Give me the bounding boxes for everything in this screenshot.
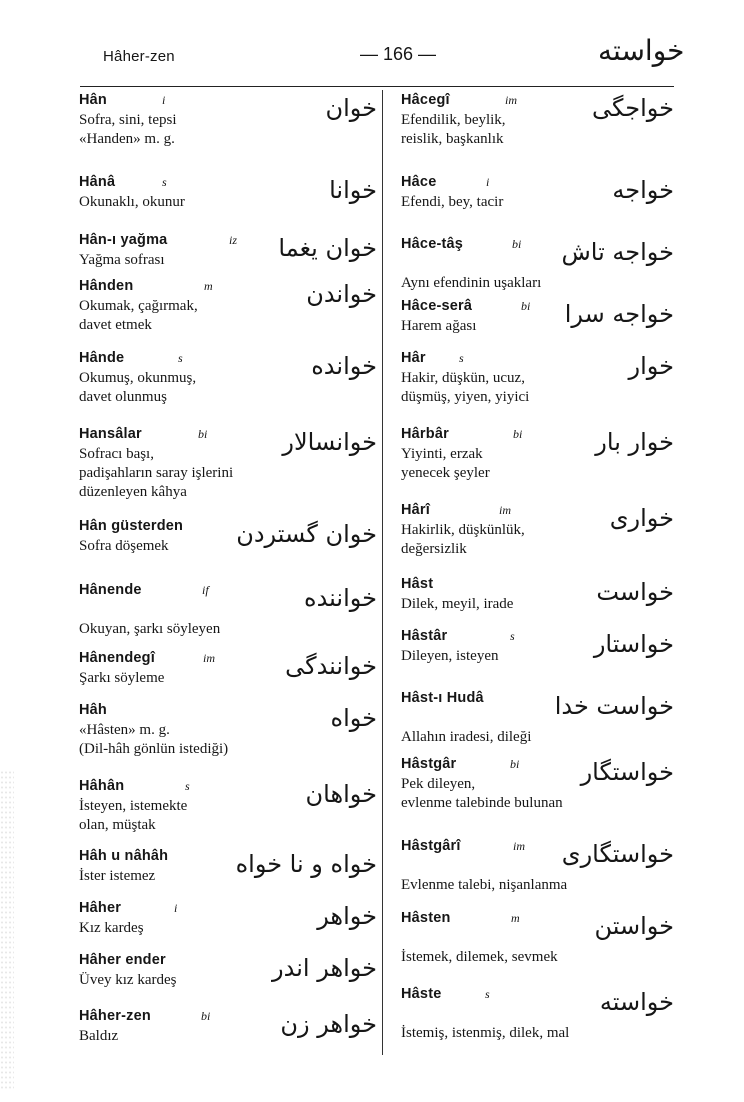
- entry-arabic-script: خوانا: [329, 176, 377, 204]
- entry-definition-line: «Handen» m. g.: [79, 131, 175, 147]
- entry-definition-line: Yağma sofrası: [79, 252, 165, 268]
- entry-definition-line: Okumuş, okunmuş,: [79, 370, 197, 386]
- entry-headword: Hâh u nâhâh: [79, 848, 169, 864]
- entry-part-of-speech: s: [178, 351, 183, 365]
- entry-definition-line: «Hâsten» m. g.: [79, 722, 170, 738]
- entry-definition-line: Üvey kız kardeş: [79, 972, 177, 988]
- entry-arabic-script: خواه: [330, 704, 377, 732]
- entry-part-of-speech: bi: [513, 427, 523, 441]
- entry-definition-line: İster istemez: [79, 868, 156, 884]
- entry-part-of-speech: im: [513, 839, 525, 853]
- entry-arabic-script: خواننده: [304, 584, 377, 612]
- column-divider: [382, 90, 383, 1055]
- entry-part-of-speech: s: [485, 987, 490, 1001]
- entry-definition-line: Sofra, sini, tepsi: [79, 112, 177, 128]
- entry-part-of-speech: i: [162, 93, 166, 107]
- entry-arabic-script: خوانسالار: [282, 428, 377, 456]
- entry-part-of-speech: s: [459, 351, 464, 365]
- entry-definition-line: Kız kardeş: [79, 920, 144, 936]
- entry-part-of-speech: s: [510, 629, 515, 643]
- entry-part-of-speech: i: [486, 175, 490, 189]
- entry-part-of-speech: if: [202, 583, 209, 597]
- entry-arabic-script: خواهان: [305, 780, 377, 808]
- entry-definition-line: Dilek, meyil, irade: [401, 596, 514, 612]
- entry-headword: Hansâlar: [79, 426, 142, 442]
- entry-headword: Hânden: [79, 278, 134, 294]
- entry-headword: Hârî: [401, 502, 431, 518]
- entry-headword: Hâher-zen: [79, 1008, 151, 1024]
- entry-part-of-speech: s: [162, 175, 167, 189]
- entry-arabic-script: خوارى: [609, 504, 674, 532]
- entry-part-of-speech: iz: [229, 233, 238, 247]
- entry-arabic-script: خواستگارى: [561, 840, 674, 868]
- entry-part-of-speech: s: [185, 779, 190, 793]
- entry-definition-line: Aynı efendinin uşakları: [401, 275, 542, 291]
- page-header: [0, 0, 744, 90]
- entry-part-of-speech: m: [204, 279, 213, 293]
- entry-arabic-script: خواستگار: [580, 758, 674, 786]
- entry-part-of-speech: im: [499, 503, 511, 517]
- entry-definition-line: Efendi, bey, tacir: [401, 194, 504, 210]
- entry-headword: Hân: [79, 92, 107, 108]
- entry-part-of-speech: bi: [521, 299, 531, 313]
- entry-definition-line: Hakir, düşkün, ucuz,: [401, 370, 525, 386]
- entry-arabic-script: خواندن: [306, 280, 377, 308]
- page-number: — 166 —: [360, 44, 437, 64]
- entry-definition-line: Dileyen, isteyen: [401, 648, 499, 664]
- entry-arabic-script: خواستن: [594, 912, 674, 940]
- entry-arabic-script: خواجه: [612, 176, 674, 204]
- entry-headword: Hânde: [79, 350, 125, 366]
- entry-arabic-script: خوانندگی: [285, 652, 377, 680]
- entry-part-of-speech: im: [505, 93, 517, 107]
- entry-definition-line: reislik, başkanlık: [401, 131, 504, 147]
- entry-headword: Hâst: [401, 576, 434, 592]
- entry-headword: Hâce: [401, 174, 437, 190]
- entry-arabic-script: خواجه تاش: [561, 238, 674, 266]
- entry-arabic-script: خوار بار: [595, 428, 674, 456]
- entry-definition-line: Okunaklı, okunur: [79, 194, 185, 210]
- entry-definition-line: Sofracı başı,: [79, 446, 154, 462]
- running-head-left: Hâher-zen: [103, 48, 175, 65]
- entry-definition-line: Allahın iradesi, dileği: [401, 729, 532, 745]
- entry-arabic-script: خواه و نا خواه: [235, 850, 377, 878]
- entry-headword: Hânâ: [79, 174, 116, 190]
- entry-arabic-script: خوانده: [311, 352, 377, 380]
- entry-headword: Hâste: [401, 986, 442, 1002]
- entry-definition-line: (Dil-hâh gönlün istediği): [79, 741, 229, 757]
- entry-definition-line: Sofra döşemek: [79, 538, 169, 554]
- entry-definition-line: Şarkı söyleme: [79, 670, 165, 686]
- entry-part-of-speech: bi: [512, 237, 522, 251]
- entry-definition-line: Pek dileyen,: [401, 776, 476, 792]
- entry-definition-line: Okuyan, şarkı söyleyen: [79, 621, 221, 637]
- entry-headword: Hâhân: [79, 778, 125, 794]
- entry-headword: Hâce-serâ: [401, 298, 473, 314]
- scan-speckle: [0, 770, 14, 1090]
- entry-definition-line: İsteyen, istemekte: [79, 798, 188, 814]
- entry-arabic-script: خواستار: [593, 630, 674, 658]
- entry-headword: Hâstâr: [401, 628, 448, 644]
- entry-arabic-script: خواهر: [317, 902, 377, 930]
- entry-headword: Hân-ı yağma: [79, 232, 168, 248]
- entry-part-of-speech: bi: [201, 1009, 211, 1023]
- entry-headword: Hâstgârî: [401, 838, 461, 854]
- entry-definition-line: düşmüş, yiyen, yiyici: [401, 389, 530, 405]
- entry-arabic-script: خوان: [325, 94, 377, 122]
- entry-arabic-script: خوان يغما: [278, 234, 377, 262]
- entry-definition-line: Okumak, çağırmak,: [79, 298, 198, 314]
- entry-part-of-speech: im: [203, 651, 215, 665]
- entry-definition-line: Efendilik, beylik,: [401, 112, 506, 128]
- entry-arabic-script: خوان گستردن: [236, 520, 377, 548]
- header-rule: [80, 86, 674, 87]
- entry-arabic-script: خواسته: [599, 988, 674, 1016]
- entry-definition-line: İstemiş, istenmiş, dilek, mal: [401, 1025, 570, 1041]
- entry-headword: Hârbâr: [401, 426, 449, 442]
- entry-arabic-script: خواست: [596, 578, 674, 606]
- entry-part-of-speech: i: [174, 901, 178, 915]
- entry-definition-line: Hakirlik, düşkünlük,: [401, 522, 525, 538]
- entry-headword: Hâstgâr: [401, 756, 457, 772]
- entry-definition-line: Evlenme talebi, nişanlanma: [401, 877, 568, 893]
- entry-headword: Hâst-ı Hudâ: [401, 690, 484, 706]
- entry-definition-line: padişahların saray işlerini: [79, 465, 234, 481]
- entry-part-of-speech: bi: [510, 757, 520, 771]
- entry-arabic-script: خواجه سرا: [564, 300, 674, 328]
- running-head-right-arabic: خواسته: [598, 34, 685, 67]
- entry-part-of-speech: m: [511, 911, 520, 925]
- entry-definition-line: davet olunmuş: [79, 389, 167, 405]
- entry-headword: Hâher ender: [79, 952, 166, 968]
- entry-arabic-script: خواهر زن: [280, 1010, 377, 1038]
- entry-definition-line: olan, müştak: [79, 817, 156, 833]
- entry-definition-line: Yiyinti, erzak: [401, 446, 483, 462]
- entry-arabic-script: خواهر اندر: [272, 954, 377, 982]
- entry-definition-line: değersizlik: [401, 541, 467, 557]
- entry-arabic-script: خوار: [628, 352, 674, 380]
- entry-arabic-script: خواست خدا: [554, 692, 674, 720]
- entry-headword: Hâr: [401, 350, 426, 366]
- entry-arabic-script: خواجگى: [592, 94, 674, 122]
- entry-part-of-speech: bi: [198, 427, 208, 441]
- entry-headword: Hâcegî: [401, 92, 450, 108]
- entry-definition-line: düzenleyen kâhya: [79, 484, 187, 500]
- entry-definition-line: Baldız: [79, 1028, 119, 1044]
- entry-definition-line: yenecek şeyler: [401, 465, 490, 481]
- entry-definition-line: Harem ağası: [401, 318, 477, 334]
- entry-headword: Hânendegî: [79, 650, 155, 666]
- entry-headword: Hâsten: [401, 910, 451, 926]
- entry-headword: Hâh: [79, 702, 107, 718]
- entry-headword: Hâher: [79, 900, 122, 916]
- entry-definition-line: davet etmek: [79, 317, 152, 333]
- entry-headword: Hân güsterden: [79, 518, 184, 534]
- entry-headword: Hânende: [79, 582, 142, 598]
- entry-definition-line: evlenme talebinde bulunan: [401, 795, 563, 811]
- entry-headword: Hâce-tâş: [401, 236, 464, 252]
- entry-definition-line: İstemek, dilemek, sevmek: [401, 949, 558, 965]
